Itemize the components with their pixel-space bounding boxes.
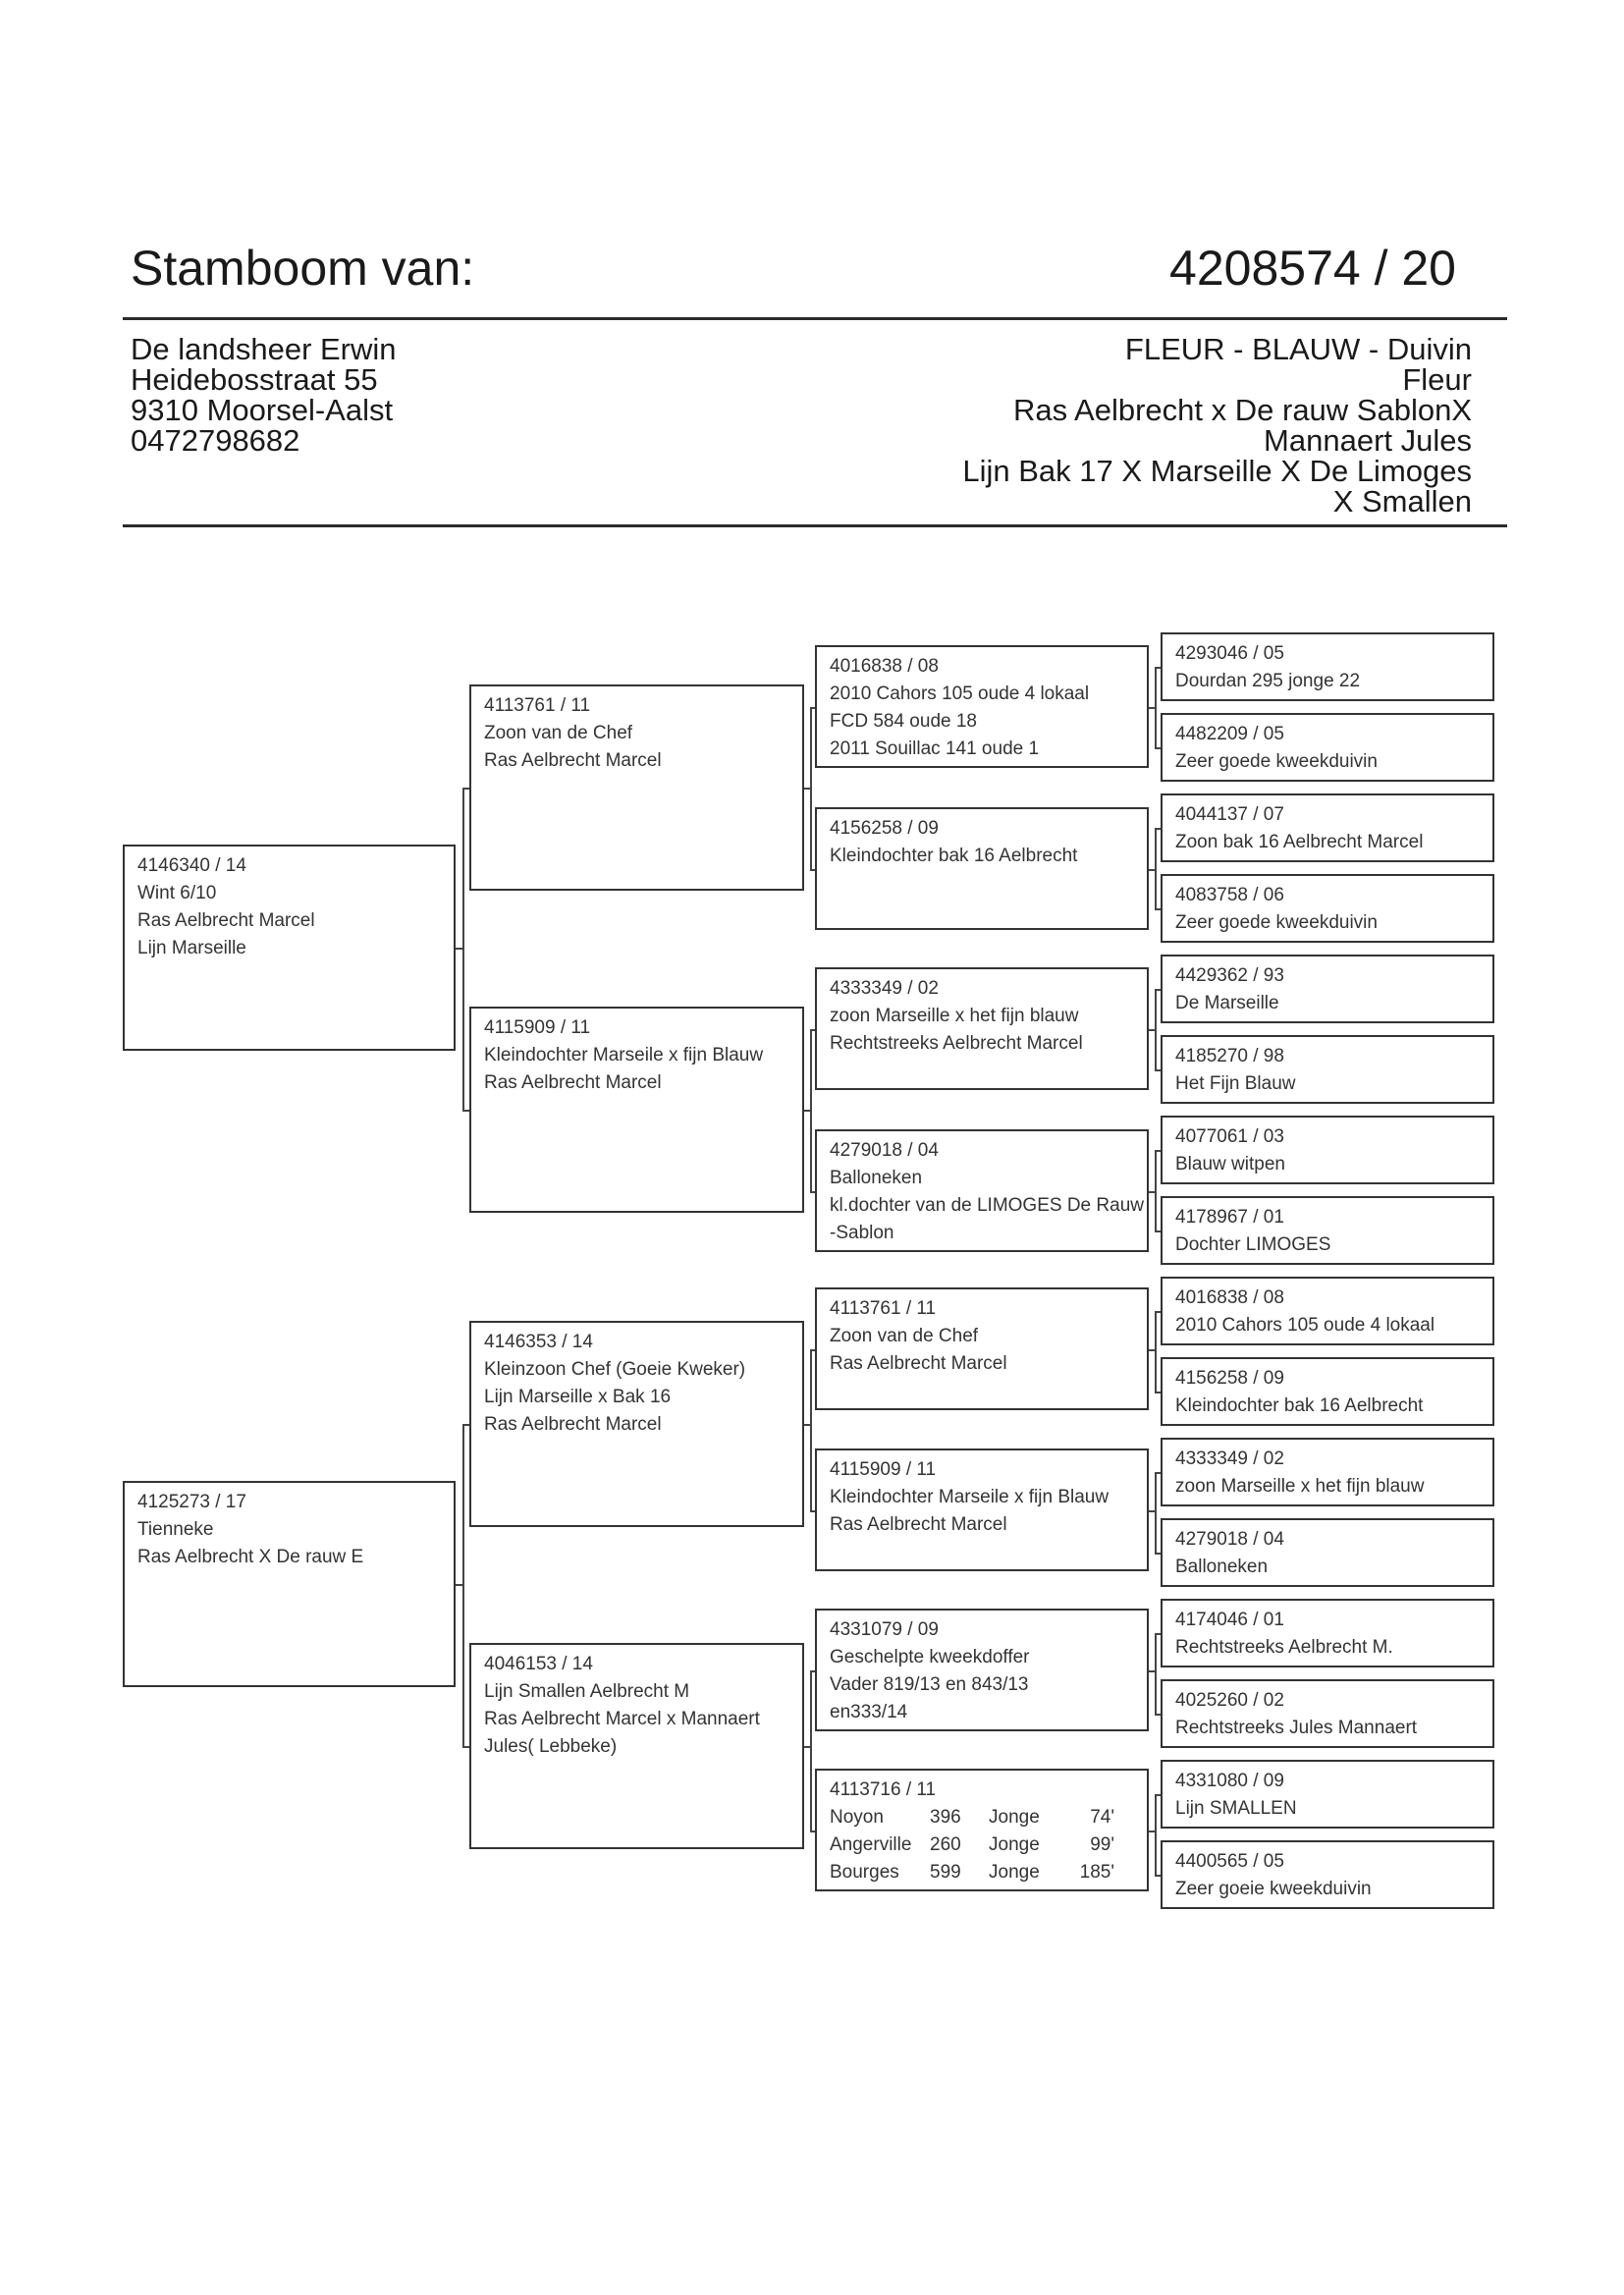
pedigree-note: Kleinzoon Chef (Goeie Kweker) (484, 1359, 746, 1380)
ring-number: 4115909 / 11 (484, 1017, 591, 1038)
pedigree-note: 2010 Cahors 105 oude 4 lokaal (830, 683, 1090, 704)
connector-line (1155, 1150, 1157, 1230)
connector-line (1155, 1311, 1157, 1392)
race-location: Noyon (830, 1807, 884, 1828)
pedigree-note: Zoon bak 16 Aelbrecht Marcel (1175, 832, 1424, 852)
header-divider-top (123, 317, 1507, 320)
race-birds: 599 (930, 1862, 961, 1883)
connector-line (456, 1584, 462, 1586)
ring-number: 4429362 / 93 (1175, 965, 1284, 986)
pedigree-note: Vader 819/13 en 843/13 (830, 1674, 1029, 1695)
pedigree-box-g4-16 (1161, 1840, 1494, 1909)
pedigree-box-g3-4 (815, 1129, 1149, 1252)
owner-block (131, 334, 397, 456)
pedigree-note: Lijn Marseille (137, 938, 246, 958)
bird-line-6: X Smallen (1332, 484, 1472, 519)
pedigree-note: Lijn SMALLEN (1175, 1798, 1297, 1819)
connector-line (462, 1110, 469, 1112)
ring-number: 4146353 / 14 (484, 1332, 593, 1352)
pedigree-note: Ras Aelbrecht Marcel (484, 1414, 662, 1435)
pedigree-box-g2-1 (469, 684, 804, 891)
connector-line (1155, 667, 1157, 747)
pedigree-note: Lijn Marseille x Bak 16 (484, 1387, 672, 1407)
pedigree-box-g4-7 (1161, 1116, 1494, 1184)
pedigree-note: Ras Aelbrecht Marcel (830, 1514, 1007, 1535)
pedigree-box-g4-11 (1161, 1438, 1494, 1506)
pedigree-box-g4-15 (1161, 1760, 1494, 1829)
race-location: Angerville (830, 1834, 912, 1855)
pedigree-note: Ras Aelbrecht Marcel (830, 1353, 1007, 1374)
pedigree-box-g3-6 (815, 1448, 1149, 1571)
pedigree-box-g4-9 (1161, 1277, 1494, 1345)
bird-line-4: Mannaert Jules (1264, 423, 1472, 458)
pedigree-note: FCD 584 oude 18 (830, 711, 977, 732)
ring-number: 4044137 / 07 (1175, 804, 1284, 825)
ring-number: 4400565 / 05 (1175, 1851, 1284, 1872)
pedigree-box-g3-5 (815, 1287, 1149, 1410)
pedigree-note: Kleindochter Marseile x fijn Blauw (484, 1045, 764, 1066)
pedigree-note: Zeer goede kweekduivin (1175, 912, 1378, 933)
ring-number: 4333349 / 02 (1175, 1448, 1284, 1469)
ring-number: 4146340 / 14 (137, 855, 246, 876)
pedigree-box-g4-13 (1161, 1599, 1494, 1667)
pedigree-box-g3-3 (815, 967, 1149, 1090)
pedigree-box-g4-8 (1161, 1196, 1494, 1265)
ring-number: 4185270 / 98 (1175, 1046, 1284, 1066)
connector-line (462, 1746, 469, 1748)
pedigree-box-g4-3 (1161, 793, 1494, 862)
owner-city: 9310 Moorsel-Aalst (131, 393, 394, 427)
pedigree-box-g4-14 (1161, 1679, 1494, 1748)
race-place: 185' (1079, 1862, 1114, 1883)
ring-number: 4293046 / 05 (1175, 643, 1284, 664)
bird-line-3: Ras Aelbrecht x De rauw SablonX (1013, 393, 1472, 427)
pedigree-note: 2011 Souillac 141 oude 1 (830, 738, 1040, 759)
ring-number: 4113761 / 11 (830, 1298, 937, 1319)
ring-number: 4279018 / 04 (1175, 1529, 1284, 1550)
pedigree-note: zoon Marseille x het fijn blauw (830, 1006, 1079, 1026)
ring-number: 4125273 / 17 (137, 1492, 246, 1512)
ring-number: 4016838 / 08 (830, 656, 939, 677)
connector-line (810, 1029, 812, 1191)
ring-number: 4016838 / 08 (1175, 1287, 1284, 1308)
connector-line (462, 1424, 464, 1746)
race-birds: 260 (930, 1834, 961, 1855)
bird-line-5: Lijn Bak 17 X Marseille X De Limoges (962, 454, 1472, 488)
connector-line (810, 1670, 812, 1831)
race-location: Bourges (830, 1862, 899, 1883)
header-divider-bottom (123, 524, 1507, 527)
race-category: Jonge (989, 1862, 1040, 1883)
pedigree-note: Ras Aelbrecht Marcel (137, 910, 315, 931)
pedigree-box-g3-7 (815, 1609, 1149, 1731)
race-result-row (830, 1859, 1134, 1886)
pedigree-box-g3-2 (815, 807, 1149, 930)
race-category: Jonge (989, 1834, 1040, 1855)
connector-line (1155, 1794, 1157, 1875)
ring-number: 4113716 / 11 (830, 1779, 937, 1800)
ring-number: 4077061 / 03 (1175, 1126, 1284, 1147)
pedigree-note: Geschelpte kweekdoffer (830, 1647, 1030, 1667)
pedigree-note: Dourdan 295 jonge 22 (1175, 671, 1361, 691)
pedigree-note: Rechtstreeks Aelbrecht Marcel (830, 1033, 1083, 1054)
page-title: Stamboom van: (131, 241, 475, 296)
pedigree-note: Ras Aelbrecht X De rauw E (137, 1547, 364, 1567)
connector-line (810, 707, 812, 869)
pedigree-note: Ras Aelbrecht Marcel x Mannaert (484, 1709, 760, 1729)
ring-number: 4156258 / 09 (1175, 1368, 1284, 1389)
pedigree-note: Kleindochter bak 16 Aelbrecht (1175, 1395, 1424, 1416)
pedigree-box-g4-12 (1161, 1518, 1494, 1587)
pedigree-note: 2010 Cahors 105 oude 4 lokaal (1175, 1315, 1435, 1336)
ring-number: 4279018 / 04 (830, 1140, 939, 1161)
connector-line (456, 948, 462, 950)
pedigree-box-g1-1 (123, 845, 456, 1051)
pedigree-note: Rechtstreeks Jules Mannaert (1175, 1718, 1418, 1738)
bird-line-2: Fleur (1402, 362, 1472, 397)
pedigree-box-g4-4 (1161, 874, 1494, 943)
ring-number: 4331079 / 09 (830, 1619, 939, 1640)
race-result-row (830, 1804, 1134, 1831)
race-category: Jonge (989, 1807, 1040, 1828)
pedigree-note: -Sablon (830, 1223, 894, 1243)
pedigree-box-g4-6 (1161, 1035, 1494, 1104)
pedigree-note: Jules( Lebbeke) (484, 1736, 618, 1757)
connector-line (1155, 989, 1157, 1069)
race-place: 74' (1090, 1807, 1114, 1828)
pedigree-note: Kleindochter Marseile x fijn Blauw (830, 1487, 1110, 1507)
race-birds: 396 (930, 1807, 961, 1828)
ring-number: 4178967 / 01 (1175, 1207, 1284, 1228)
pedigree-box-g1-2 (123, 1481, 456, 1687)
ring-number: 4046153 / 14 (484, 1654, 593, 1674)
pedigree-note: Tienneke (137, 1519, 214, 1540)
ring-number: 4083758 / 06 (1175, 885, 1284, 905)
ring-number: 4156258 / 09 (830, 818, 939, 839)
ring-number: 4115909 / 11 (830, 1459, 937, 1480)
pedigree-note: Balloneken (830, 1168, 923, 1188)
ring-number: 4174046 / 01 (1175, 1610, 1284, 1630)
pedigree-box-g4-2 (1161, 713, 1494, 782)
pedigree-note: en333/14 (830, 1702, 908, 1722)
bird-description (962, 334, 1472, 517)
pedigree-box-g2-2 (469, 1007, 804, 1213)
ring-number: 4025260 / 02 (1175, 1690, 1284, 1711)
pedigree-box-g3-1 (815, 645, 1149, 768)
pedigree-box-g2-3 (469, 1321, 804, 1527)
race-result-row (830, 1831, 1134, 1859)
connector-line (1155, 828, 1157, 908)
owner-name: De landsheer Erwin (131, 332, 397, 366)
pedigree-box-g2-4 (469, 1643, 804, 1849)
pedigree-box-g4-10 (1161, 1357, 1494, 1426)
pedigree-note: Dochter LIMOGES (1175, 1234, 1331, 1255)
pedigree-note: Kleindochter bak 16 Aelbrecht (830, 846, 1078, 866)
pedigree-note: Ras Aelbrecht Marcel (484, 1072, 662, 1093)
ring-number: 4113761 / 11 (484, 695, 591, 716)
pedigree-note: De Marseille (1175, 993, 1279, 1013)
pedigree-box-g3-8 (815, 1769, 1149, 1891)
connector-line (810, 1349, 812, 1510)
pedigree-note: Het Fijn Blauw (1175, 1073, 1296, 1094)
connector-line (1155, 1633, 1157, 1714)
owner-phone: 0472798682 (131, 423, 300, 458)
connector-line (1155, 1472, 1157, 1553)
subject-ring-number: 4208574 / 20 (1169, 241, 1456, 296)
pedigree-note: Zoon van de Chef (830, 1326, 979, 1346)
race-place: 99' (1090, 1834, 1114, 1855)
pedigree-note: Zeer goeie kweekduivin (1175, 1879, 1372, 1899)
pedigree-box-g4-1 (1161, 632, 1494, 701)
connector-line (462, 788, 464, 1110)
owner-street: Heidebosstraat 55 (131, 362, 378, 397)
ring-number: 4482209 / 05 (1175, 724, 1284, 744)
ring-number: 4333349 / 02 (830, 978, 939, 999)
ring-number: 4331080 / 09 (1175, 1771, 1284, 1791)
pedigree-note: Lijn Smallen Aelbrecht M (484, 1681, 690, 1702)
pedigree-note: Rechtstreeks Aelbrecht M. (1175, 1637, 1393, 1658)
bird-line-1: FLEUR - BLAUW - Duivin (1124, 332, 1472, 366)
pedigree-box-g4-5 (1161, 955, 1494, 1023)
pedigree-note: Balloneken (1175, 1557, 1269, 1577)
pedigree-note: Ras Aelbrecht Marcel (484, 750, 662, 771)
pedigree-note: Zoon van de Chef (484, 723, 633, 743)
pedigree-note: kl.dochter van de LIMOGES De Rauw (830, 1195, 1144, 1216)
connector-line (462, 1424, 469, 1426)
pedigree-note: Wint 6/10 (137, 883, 217, 903)
pedigree-note: Blauw witpen (1175, 1154, 1285, 1175)
pedigree-note: zoon Marseille x het fijn blauw (1175, 1476, 1425, 1497)
connector-line (462, 788, 469, 790)
pedigree-note: Zeer goede kweekduivin (1175, 751, 1378, 772)
